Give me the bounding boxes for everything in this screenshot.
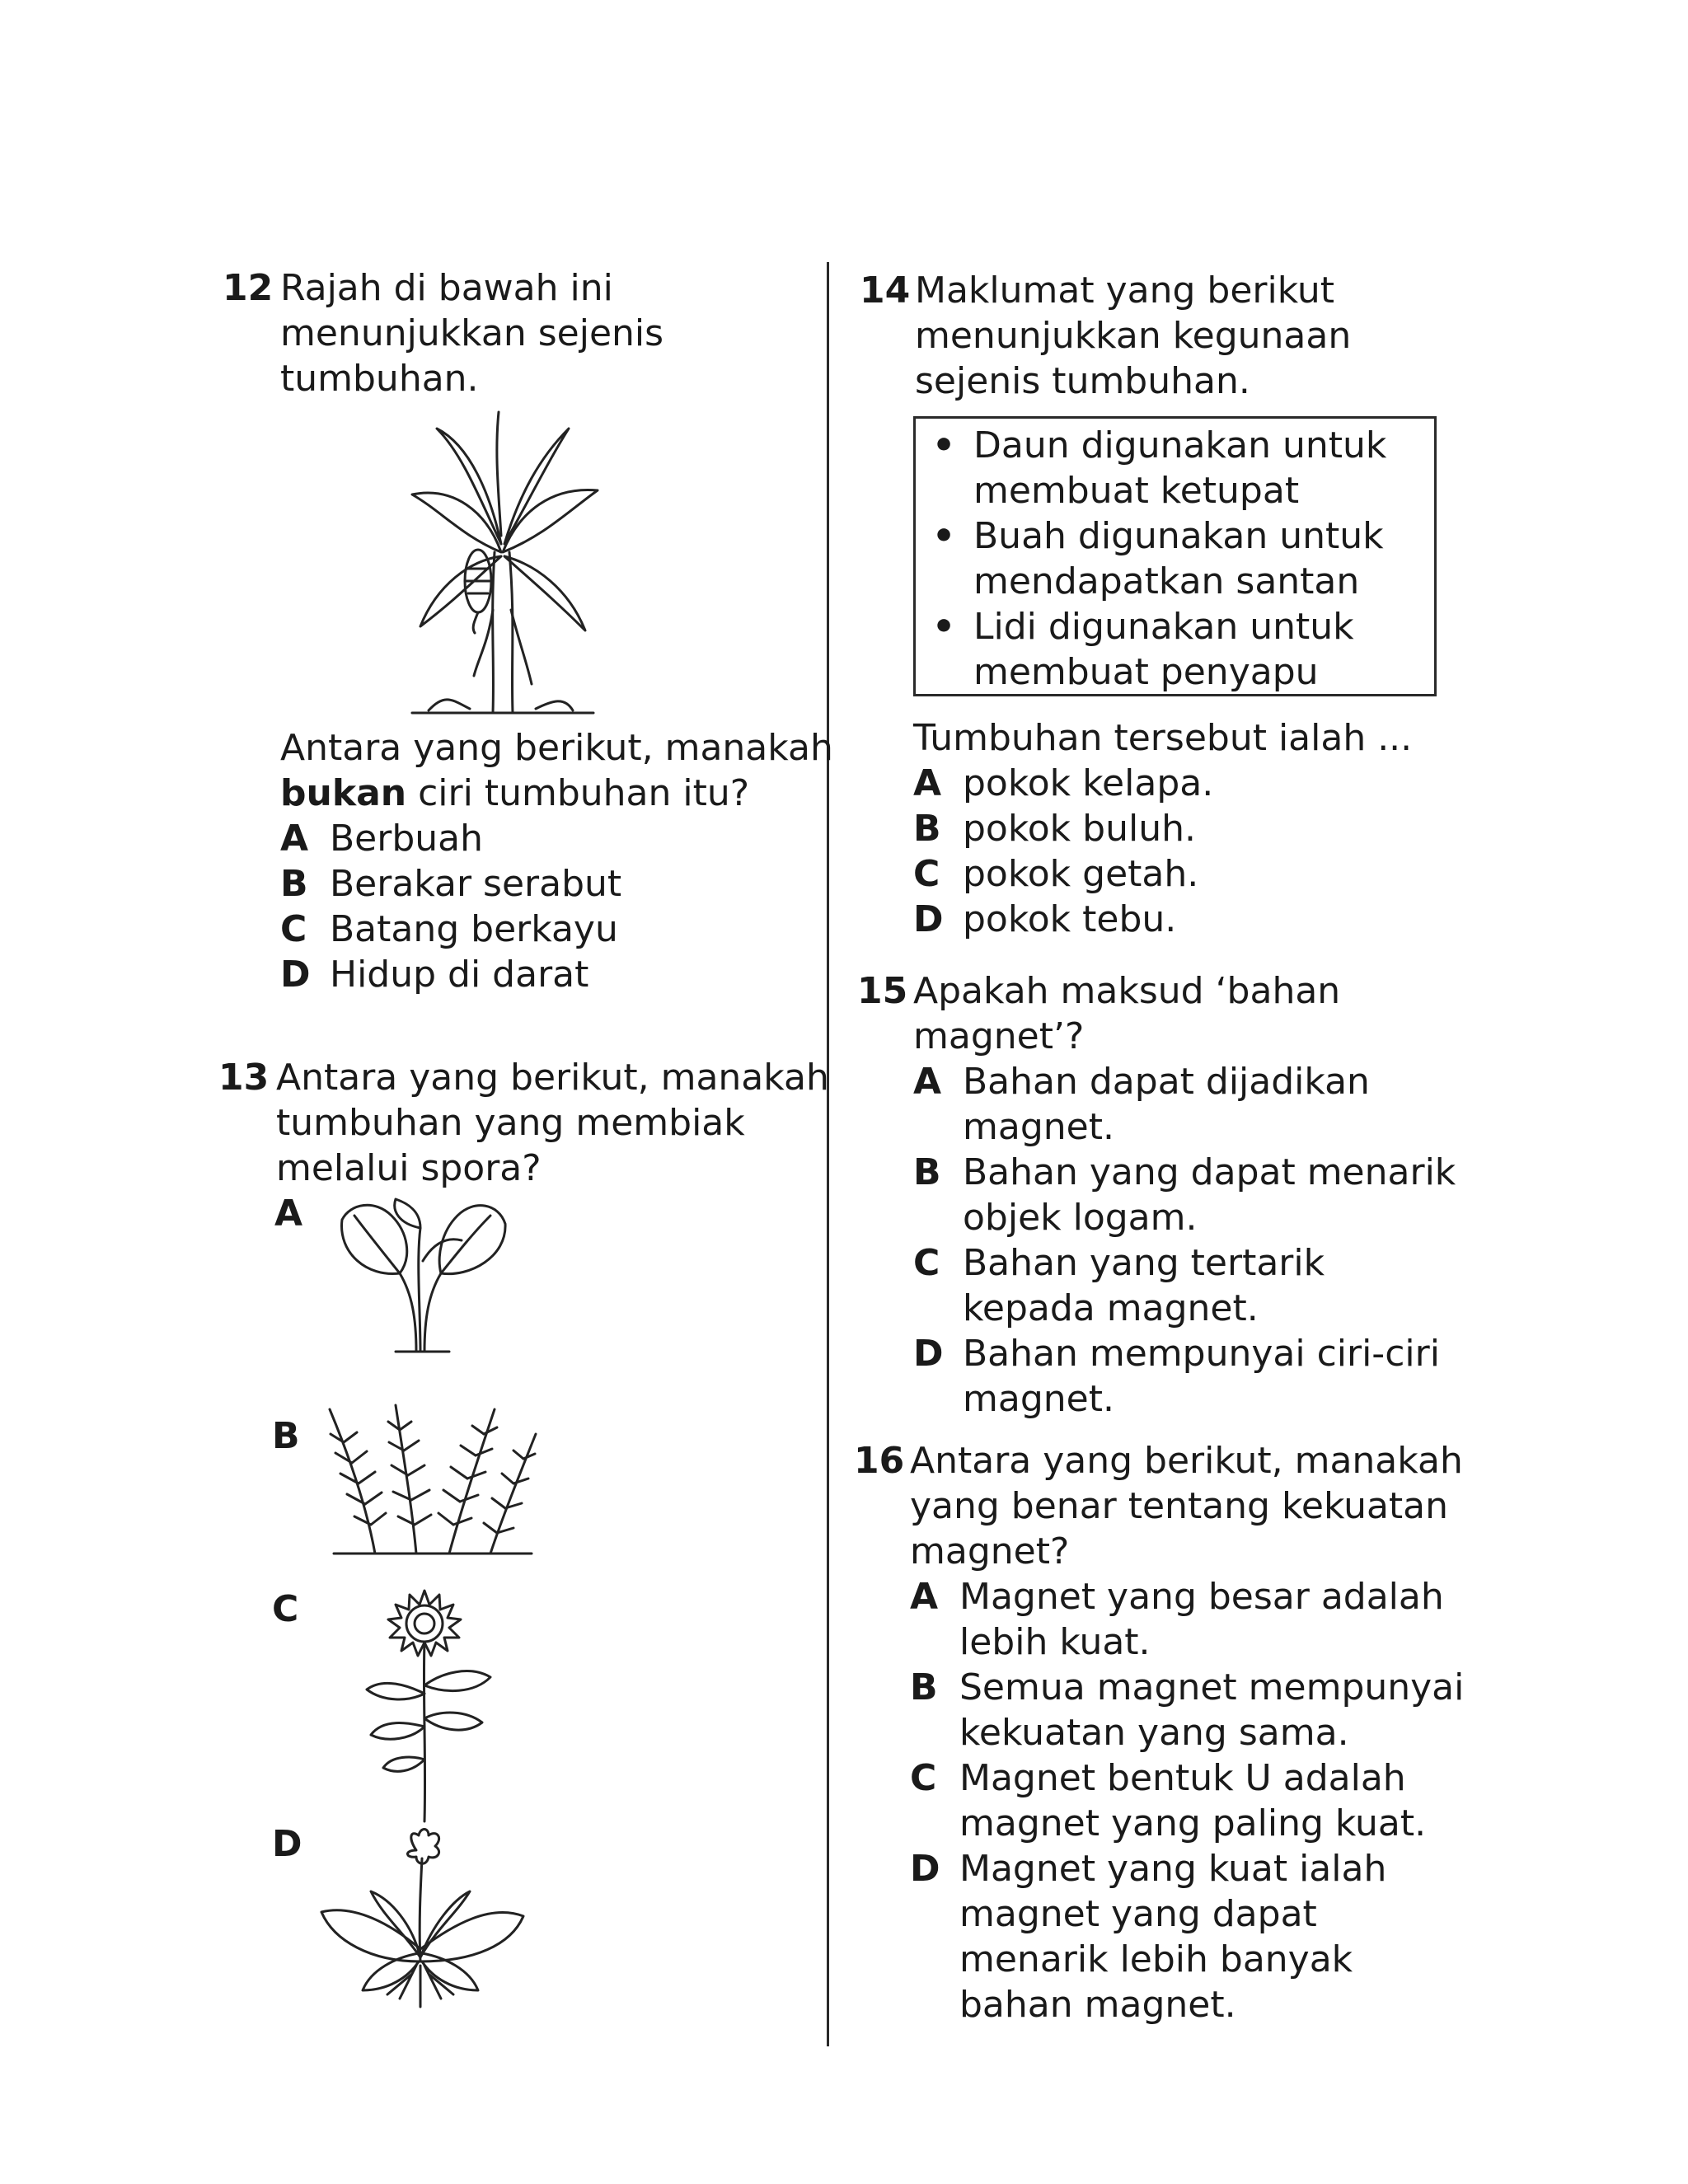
q14-option-d[interactable] [913, 897, 1176, 942]
bullet-dot: • [932, 424, 956, 466]
q16-stem [910, 1438, 1463, 1574]
option-letter: C [280, 908, 307, 950]
fern-icon [326, 1401, 540, 1558]
option-letter: A [913, 762, 942, 804]
q12-stem-line: tumbuhan. [280, 358, 479, 400]
option-text [959, 1574, 1444, 1665]
option-line: bahan magnet. [959, 1984, 1236, 2026]
option-line: menarik lebih banyak [959, 1938, 1353, 1980]
option-line: Semua magnet mempunyai [959, 1666, 1465, 1708]
q12-prompt-rest: ciri tumbuhan itu? [406, 772, 750, 814]
q14-info-box [913, 416, 1437, 696]
q16-number: 16 [854, 1440, 905, 1482]
q12-prompt-line: Antara yang berikut, manakah [280, 727, 833, 769]
option-text: pokok getah. [963, 853, 1199, 895]
q12-number: 12 [223, 267, 274, 309]
option-text: Hidup di darat [330, 954, 589, 996]
q13-stem-line: Antara yang berikut, manakah [276, 1057, 829, 1099]
option-letter: D [913, 898, 944, 940]
info-line: membuat ketupat [973, 470, 1300, 512]
option-line: magnet yang dapat [959, 1893, 1317, 1935]
option-letter: A [280, 818, 309, 860]
q14-prompt: Tumbuhan tersebut ialah ... [913, 717, 1413, 759]
option-text [963, 1059, 1370, 1150]
info-bullet [932, 513, 1384, 604]
info-line: Lidi digunakan untuk [973, 606, 1354, 648]
q14-option-a[interactable] [913, 761, 1213, 806]
option-letter: C [272, 1588, 299, 1630]
option-letter: C [913, 1242, 940, 1284]
option-text [959, 1846, 1386, 2027]
q12-prompt [280, 725, 833, 816]
q13-option-a[interactable] [274, 1191, 324, 1236]
option-text [959, 1665, 1464, 1755]
q12-option-b[interactable] [280, 861, 621, 907]
flowering-plant-icon [313, 1825, 528, 2015]
q13-stem-line: melalui spora? [276, 1147, 542, 1189]
q13-option-c[interactable] [272, 1586, 321, 1632]
banana-tree-icon [396, 412, 610, 717]
q12-option-d[interactable] [280, 952, 588, 997]
option-text [963, 1240, 1325, 1331]
q12-stem-line: Rajah di bawah ini [280, 267, 613, 309]
bullet-dot: • [932, 515, 956, 557]
option-text: Berakar serabut [330, 863, 622, 905]
q15-stem-line: Apakah maksud ‘bahan [913, 970, 1341, 1012]
info-line: Daun digunakan untuk [973, 424, 1387, 466]
q14-stem-line: menunjukkan kegunaan [915, 315, 1352, 357]
q14-stem-line: Maklumat yang berikut [915, 269, 1334, 312]
q16-stem-line: yang benar tentang kekuatan [910, 1485, 1449, 1527]
option-line: Bahan yang dapat menarik [963, 1151, 1456, 1193]
bullet-dot: • [932, 606, 956, 648]
option-letter: D [272, 1823, 302, 1865]
option-line: kepada magnet. [963, 1287, 1259, 1329]
option-letter: B [280, 863, 308, 905]
option-line: magnet. [963, 1378, 1114, 1420]
option-line: kekuatan yang sama. [959, 1712, 1349, 1754]
option-text: pokok kelapa. [963, 762, 1214, 804]
option-line: Magnet yang kuat ialah [959, 1848, 1387, 1890]
option-text [959, 1755, 1426, 1846]
option-letter: C [913, 853, 940, 895]
option-line: magnet. [963, 1106, 1114, 1148]
q16-stem-line: magnet? [910, 1530, 1070, 1572]
option-line: Bahan mempunyai ciri-ciri [963, 1333, 1440, 1375]
q15-stem-line: magnet’? [913, 1015, 1085, 1057]
option-line: Bahan dapat dijadikan [963, 1061, 1370, 1103]
q12-prompt-emphasis: bukan [280, 772, 407, 814]
q15-number: 15 [857, 970, 908, 1012]
q14-stem [915, 268, 1351, 404]
option-text: Berbuah [330, 818, 484, 860]
option-text: pokok buluh. [963, 808, 1196, 850]
q13-option-b[interactable] [272, 1413, 321, 1459]
sunflower-icon [359, 1586, 499, 1825]
q13-stem-line: tumbuhan yang membiak [276, 1102, 745, 1144]
option-letter: B [913, 1151, 941, 1193]
q15-stem [913, 968, 1340, 1059]
q14-option-c[interactable] [913, 851, 1198, 897]
q12-option-a[interactable] [280, 816, 483, 861]
option-letter: B [910, 1666, 938, 1708]
option-line: lebih kuat. [959, 1621, 1151, 1663]
option-letter: A [274, 1193, 303, 1235]
q12-option-c[interactable] [280, 907, 618, 952]
q14-stem-line: sejenis tumbuhan. [915, 360, 1250, 402]
q16-stem-line: Antara yang berikut, manakah [910, 1440, 1463, 1482]
q14-number: 14 [860, 269, 911, 312]
q14-option-b[interactable] [913, 806, 1196, 851]
info-bullet [932, 604, 1354, 695]
yam-plant-icon [334, 1195, 515, 1360]
info-line: membuat penyapu [973, 651, 1319, 693]
option-letter: D [910, 1848, 940, 1890]
info-line: Buah digunakan untuk [973, 515, 1384, 557]
option-letter: D [280, 954, 311, 996]
option-line: Magnet yang besar adalah [959, 1576, 1444, 1618]
q12-stem-line: menunjukkan sejenis [280, 312, 664, 354]
option-letter: A [910, 1576, 939, 1618]
option-text [963, 1331, 1440, 1422]
q12-prompt-line [280, 771, 833, 816]
option-line: objek logam. [963, 1197, 1198, 1239]
q13-stem [276, 1055, 829, 1191]
option-letter: B [272, 1415, 300, 1457]
option-text: Batang berkayu [330, 908, 618, 950]
option-letter: D [913, 1333, 944, 1375]
q13-number: 13 [218, 1057, 270, 1099]
info-bullet [932, 423, 1386, 513]
option-text [963, 1150, 1456, 1240]
option-letter: C [910, 1757, 937, 1799]
q12-stem [280, 265, 663, 401]
option-text: pokok tebu. [963, 898, 1177, 940]
option-letter: B [913, 808, 941, 850]
option-line: Bahan yang tertarik [963, 1242, 1325, 1284]
info-line: mendapatkan santan [973, 560, 1360, 602]
option-line: magnet yang paling kuat. [959, 1802, 1427, 1844]
option-line: Magnet bentuk U adalah [959, 1757, 1406, 1799]
option-letter: A [913, 1061, 942, 1103]
